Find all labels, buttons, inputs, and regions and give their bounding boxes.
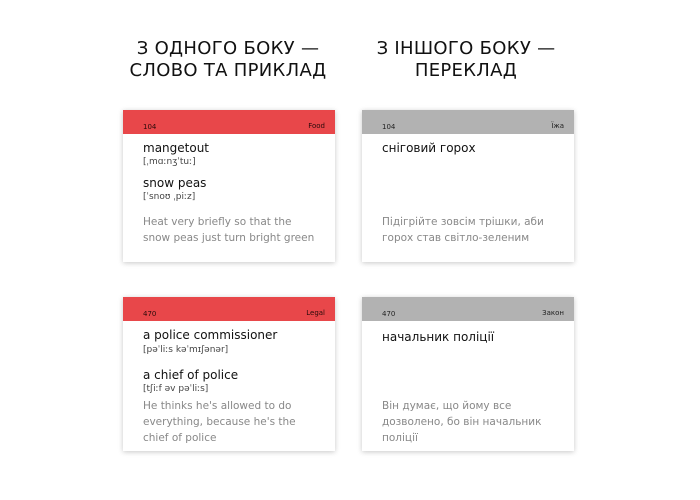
card-number: 104 bbox=[382, 123, 396, 131]
card-body bbox=[123, 321, 335, 451]
card-food-back bbox=[362, 110, 574, 262]
front-side-heading bbox=[108, 38, 348, 82]
card-number: 470 bbox=[382, 310, 396, 318]
term-secondary: snow peas bbox=[143, 176, 207, 190]
card-number: 470 bbox=[143, 310, 157, 318]
card-category: Закон bbox=[542, 309, 564, 317]
pronunciation-primary: [pəˈliːs kəˈmɪʃənər] bbox=[143, 345, 229, 355]
example-sentence: He thinks he's allowed to do everything, because he's the chief of police bbox=[143, 400, 296, 444]
card-number: 104 bbox=[143, 123, 157, 131]
term-primary: a police commissioner bbox=[143, 328, 278, 342]
card-body bbox=[123, 134, 335, 262]
example-sentence: Heat very briefly so that the snow peas just turn bright green bbox=[143, 216, 315, 244]
card-body bbox=[362, 321, 574, 451]
example-translation: Підігрійте зовсім трішки, аби горох став світло-зеленим bbox=[382, 216, 544, 244]
card-header-bar bbox=[362, 110, 574, 134]
card-category: Food bbox=[308, 122, 325, 130]
front-side-heading-line2: СЛОВО ТА ПРИКЛАД bbox=[129, 60, 327, 81]
translation: сніговий горох bbox=[382, 141, 476, 155]
pronunciation-secondary: [tʃiːf əv pəˈliːs] bbox=[143, 384, 209, 394]
card-food-front bbox=[123, 110, 335, 262]
back-side-heading-line2: ПЕРЕКЛАД bbox=[414, 60, 518, 81]
card-header-bar bbox=[362, 297, 574, 321]
pronunciation-secondary: [ˈsnoʊ ˌpiːz] bbox=[143, 192, 196, 202]
card-category: Їжа bbox=[551, 122, 564, 130]
front-side-heading-line1: З ОДНОГО БОКУ — bbox=[136, 38, 320, 59]
card-legal-back bbox=[362, 297, 574, 451]
term-secondary: a chief of police bbox=[143, 368, 239, 382]
card-category: Legal bbox=[306, 309, 325, 317]
card-legal-front bbox=[123, 297, 335, 451]
pronunciation-primary: [ˌmɑːnʒˈtuː] bbox=[143, 157, 196, 167]
card-header-bar bbox=[123, 297, 335, 321]
translation: начальник поліції bbox=[382, 330, 495, 344]
back-side-heading-line1: З ІНШОГО БОКУ — bbox=[376, 38, 556, 59]
card-body bbox=[362, 134, 574, 262]
term-primary: mangetout bbox=[143, 141, 210, 155]
card-header-bar bbox=[123, 110, 335, 134]
back-side-heading bbox=[346, 38, 586, 82]
example-translation: Він думає, що йому все дозволено, бо він начальник поліції bbox=[382, 400, 542, 444]
